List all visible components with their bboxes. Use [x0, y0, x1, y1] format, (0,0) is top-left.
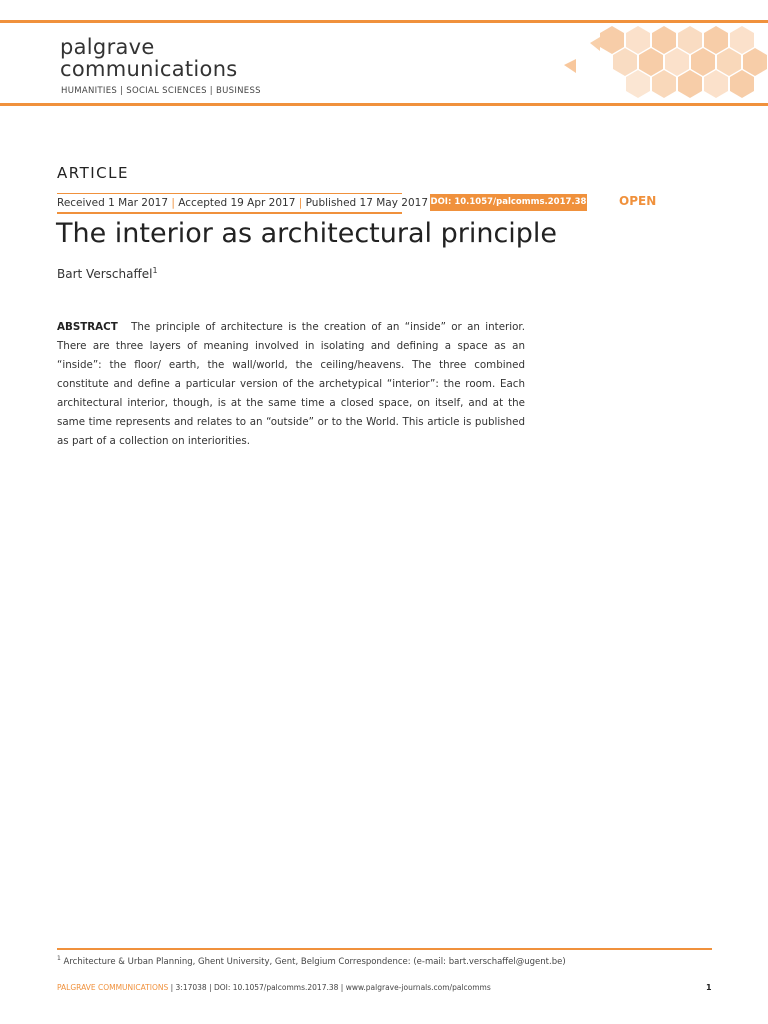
affiliation-footnote — [57, 955, 566, 967]
footer-journal-name: PALGRAVE COMMUNICATIONS — [57, 983, 169, 992]
abstract-heading: ABSTRACT — [57, 321, 118, 333]
article-title: The interior as architectural principle — [56, 218, 558, 249]
affiliation-mark: 1 — [152, 266, 158, 275]
journal-logo-line2: communications — [60, 57, 238, 81]
publication-dates — [57, 193, 428, 214]
footer-citation: | 3:17038 | DOI: 10.1057/palcomms.2017.38 | www.palgrave-journals.com/palcomms — [170, 983, 491, 992]
author-text: Bart Verschaffel — [57, 267, 153, 281]
abstract — [57, 318, 525, 451]
accepted-date: Accepted 19 Apr 2017 — [178, 197, 296, 209]
journal-logo-line1: palgrave — [60, 35, 155, 59]
journal-banner — [0, 20, 768, 106]
article-type-label: ARTICLE — [57, 164, 129, 182]
date-separator: | — [298, 197, 303, 209]
author-name — [57, 266, 158, 281]
page-footer — [57, 983, 491, 992]
published-date: Published 17 May 2017 — [305, 197, 428, 209]
footnote-text: Architecture & Urban Planning, Ghent University, Gent, Belgium Correspondence: (e-mail: bart.verschaffel@ugent.be) — [63, 956, 566, 967]
doi-badge[interactable]: DOI: 10.1057/palcomms.2017.38 — [430, 194, 587, 211]
footnote-mark: 1 — [57, 955, 61, 962]
date-separator: | — [171, 197, 175, 209]
received-date: Received 1 Mar 2017 — [57, 197, 168, 209]
page-number: 1 — [706, 983, 712, 992]
open-access-label: OPEN — [619, 194, 657, 208]
journal-tagline: HUMANITIES | SOCIAL SCIENCES | BUSINESS — [61, 86, 261, 96]
decorative-hexagon-pattern — [560, 23, 768, 103]
footnote-divider — [57, 948, 712, 950]
abstract-text: The principle of architecture is the creation of an “inside” or an interior. There are three layers of meaning involved in isolating and defining a space as an “inside”: the floor/ earth, the wall/world, the ceiling/heavens. The three combined constitute and define a particular version of the archetypical “interior”: the room. Each architectural interior, though, is at the same time a closed space, on itself, and at the same time represents and relates to an “outside” or to the World. This article is published as part of a collection on interiorities. — [57, 321, 525, 447]
